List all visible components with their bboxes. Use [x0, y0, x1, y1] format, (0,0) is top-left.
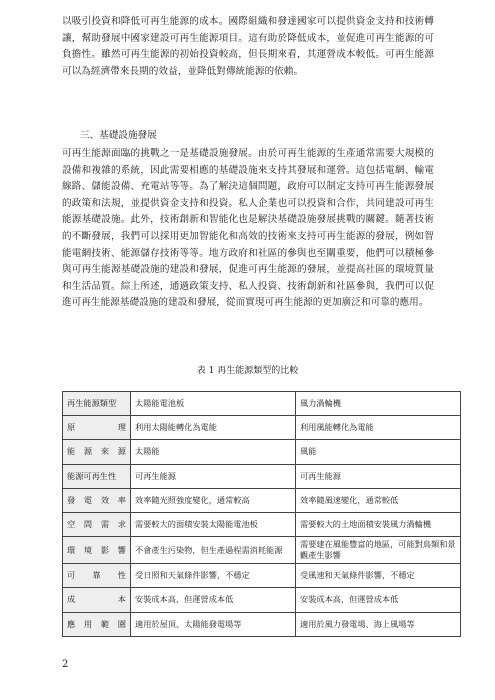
table-row — [63, 440, 461, 464]
table-caption: 表 1 再生能源類型的比較 — [196, 366, 299, 376]
table-cell: 安裝成本高，但運營成本低 — [131, 588, 296, 612]
table-row — [63, 464, 461, 488]
table-cell: 需要較大的土地面積安裝風力渦輪機 — [296, 512, 461, 536]
table-cell: 效率隨風速變化，通常較低 — [296, 488, 461, 512]
table-cell: 安裝成本高，但運營成本低 — [296, 588, 461, 612]
row-label: 可靠性 — [63, 564, 131, 588]
table-row — [63, 588, 461, 612]
table-cell: 需要建在風能豐富的地區，可能對鳥類和景觀產生影響 — [296, 537, 461, 564]
table-header-cell: 風力渦輪機 — [296, 392, 461, 416]
page-number: 2 — [62, 659, 69, 670]
table-row — [63, 564, 461, 588]
table-header-cell: 太陽能電池板 — [131, 392, 296, 416]
table-cell: 效率隨光照強度變化，通常較高 — [131, 488, 296, 512]
table-cell: 利用風能轉化為電能 — [296, 416, 461, 440]
row-label: 環境影響 — [63, 537, 131, 564]
row-label: 能源來源 — [63, 440, 131, 464]
row-label: 成 本 — [63, 588, 131, 612]
table-cell: 受風速和天氣條件影響，不穩定 — [296, 564, 461, 588]
row-label: 能源可再生性 — [63, 464, 131, 488]
table-header-cell: 再生能源類型 — [63, 392, 131, 416]
paragraph-cost: 以吸引投資和降低可再生能源的成本。國際組織和發達國家可以提供資金支持和技術轉讓，幫助發展中國家建設可再生能源項目。這有助於降低成本，並促進可再生能源的可負擔性。雖然可再生能源的初始投資較高，但長期來看，其運營成本較低。可再生能源可以為經濟帶來長期的效益，並降低對傳統能源的依賴。 — [62, 16, 434, 77]
table-cell: 風能 — [296, 440, 461, 464]
table-cell: 需要較大的面積安裝太陽能電池板 — [131, 512, 296, 536]
table-cell: 受日照和天氣條件影響，不穩定 — [131, 564, 296, 588]
paragraph-infrastructure: 可再生能源面臨的挑戰之一是基礎設施發展。由於可再生能源的生產通常需要大規模的設備和複雜的系統，因此需要相應的基礎設施來支持其發展和運營。這包括電網、輸電線路、儲能設備、充電站等等。為了解決這個問題，政府可以制定支持可再生能源發展的政策和法規，並提供資金支持和投資。私人企業也可以投資和合作，共同建設可再生能源基礎設施。此外，技術創新和智能化也是解決基礎設施發展挑戰的關鍵。隨著技術的不斷發展，我們可以採用更加智能化和高效的技術來支持可再生能源的發展，例如智能電網技術、能源儲存技術等等。地方政府和社區的參與也至關重要，他們可以積極參與可再生能源基礎設施的建設和發展，促進可再生能源的發展，並提高社區的環境質量和生活品質。綜上所述，通過政策支持、私人投資、技術創新和社區參與，我們可以促進可再生能源基礎設施的建設和發展，從而實現可再生能源的更加廣泛和可靠的應用。 — [62, 148, 434, 309]
table-cell: 太陽能 — [131, 440, 296, 464]
table-cell: 適用於風力發電場、海上風場等 — [296, 612, 461, 636]
comparison-table — [62, 391, 461, 637]
row-label: 原 理 — [63, 416, 131, 440]
row-label: 發電效率 — [63, 488, 131, 512]
table-cell: 可再生能源 — [131, 464, 296, 488]
section-heading-infrastructure: 三、基礎設施發展 — [80, 130, 157, 141]
table-header-row — [63, 392, 461, 416]
table-cell: 利用太陽能轉化為電能 — [131, 416, 296, 440]
row-label: 應用範圍 — [63, 612, 131, 636]
table-cell: 不會產生污染物，但生產過程需消耗能源 — [131, 537, 296, 564]
table-row — [63, 488, 461, 512]
table-row — [63, 612, 461, 636]
table-cell: 適用於屋頂、太陽能發電場等 — [131, 612, 296, 636]
row-label: 空間需求 — [63, 512, 131, 536]
table-row — [63, 512, 461, 536]
table-row — [63, 537, 461, 564]
table-cell: 可再生能源 — [296, 464, 461, 488]
table-row — [63, 416, 461, 440]
